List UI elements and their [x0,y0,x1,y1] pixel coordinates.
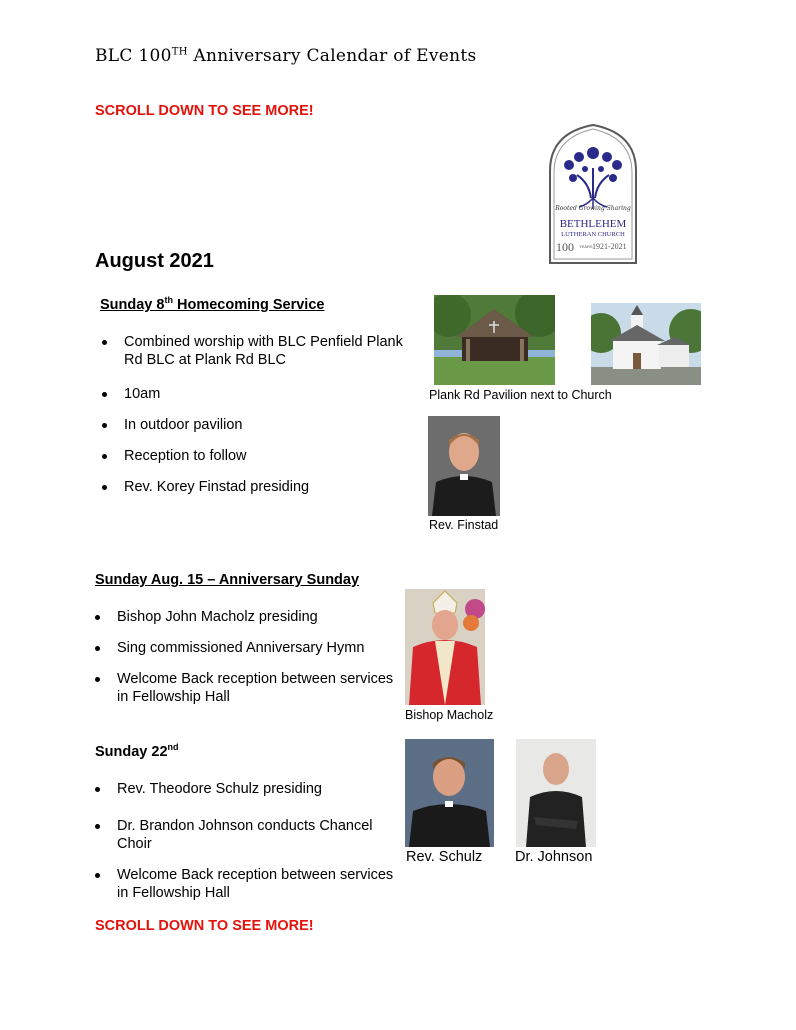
aug-15-list [117,608,407,706]
list-item: Welcome Back reception between services in Fellowship Hall [117,670,407,706]
schulz-caption: Rev. Schulz [406,849,483,865]
logo-years-label: YEARS [579,244,593,249]
list-item: Rev. Korey Finstad presiding [124,478,409,496]
logo-years-number: 100 [556,240,574,254]
church-logo [547,123,639,265]
johnson-photo [516,739,596,847]
bishop-caption: Bishop Macholz [405,708,494,722]
logo-tagline: Rooted Growing Sharing [555,205,631,212]
section-heading-aug-8: Sunday 8th Homecoming Service [100,295,325,313]
church-photo [591,303,701,385]
logo-years-range: 1921-2021 [592,242,627,251]
schulz-photo [405,739,494,847]
list-item: Combined worship with BLC Penfield Plank Rd BLC at Plank Rd BLC [124,333,409,369]
scroll-notice-bottom: SCROLL DOWN TO SEE MORE! [95,918,314,934]
page-title: BLC 100TH Anniversary Calendar of Events [95,46,477,66]
list-item: 10am [124,385,409,403]
logo-subname: LUTHERAN CHURCH [561,231,625,238]
list-item: Bishop John Macholz presiding [117,608,407,626]
finstad-caption: Rev. Finstad [429,518,499,532]
list-item: Reception to follow [124,447,409,465]
aug-8-list [124,333,409,496]
scroll-notice-top: SCROLL DOWN TO SEE MORE! [95,103,314,119]
finstad-photo [428,416,500,516]
bishop-photo [405,589,485,705]
list-item: Welcome Back reception between services in Fellowship Hall [117,866,407,902]
list-item: Sing commissioned Anniversary Hymn [117,639,407,657]
pavilion-photo [434,295,555,385]
logo-name: BETHLEHEM [559,218,627,230]
list-item: Rev. Theodore Schulz presiding [117,780,407,798]
aug-22-list [117,780,407,902]
johnson-caption: Dr. Johnson [515,849,593,865]
pavilion-caption: Plank Rd Pavilion next to Church [429,388,612,402]
list-item: In outdoor pavilion [124,416,409,434]
section-heading-aug-22: Sunday 22nd [95,742,179,760]
month-heading: August 2021 [95,250,214,272]
list-item: Dr. Brandon Johnson conducts Chancel Choir [117,817,407,853]
section-heading-aug-15: Sunday Aug. 15 – Anniversary Sunday [95,572,360,588]
